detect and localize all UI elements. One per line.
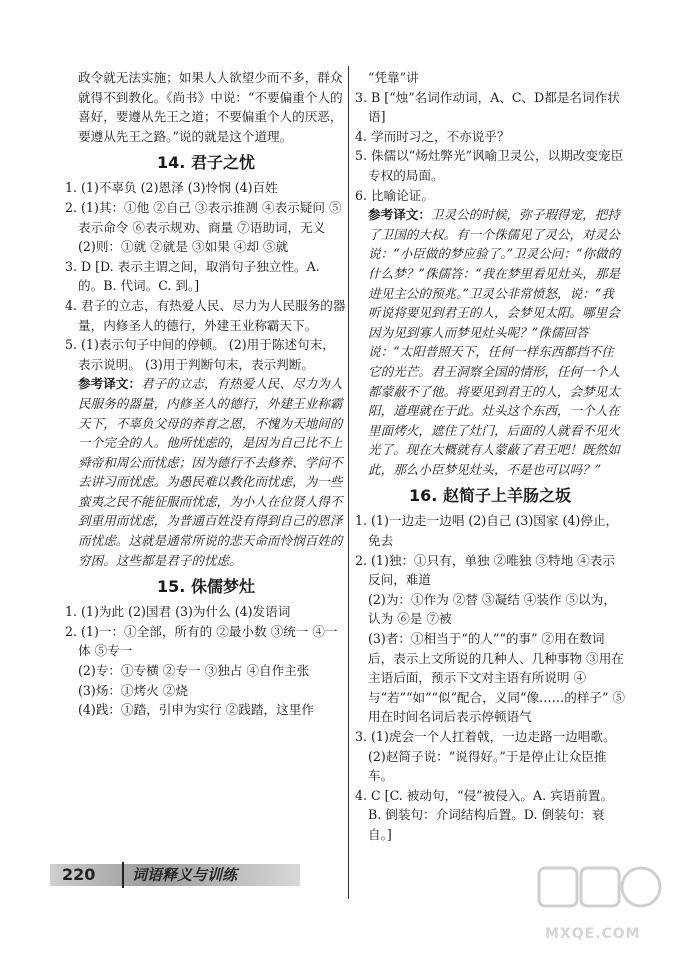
section-heading: 16. 赵简子上羊肠之坂 xyxy=(409,486,571,506)
answer-line: 5. (1)表示句子中间的停顿。 (2)用于陈述句末，表示说明。 (3)用于判断句末，表示判断。 xyxy=(65,337,335,372)
book-title: 词语释义与训练 xyxy=(132,866,238,884)
page-number: 220 xyxy=(62,865,96,884)
reference-label: 参考译文： xyxy=(368,207,431,223)
reference-text: 君子的立志，有热爱人民、尽力为人民服务的器量，内修圣人的德行，外建王业称霸天下，不辜负父母的养育之恩，不愧为天地间的一个完全的人。他所忧虑的，是因为自己比不上舜帝和周公而忧虑；因为德行不去修养、学问不去讲习而忧虑。为愚民难以教化而忧虑，为一些蛮夷之民不能征服而忧虑，为小人在位贤人得不到重用而忧虑，为普通百姓没有得到自己的恩泽而忧虑。这就是通常所说的悲天命而怜悯百姓的穷困。这些都是君子的忧虑。 xyxy=(78,376,343,568)
answer-line: 3. D [D. 表示主谓之间，取消句子独立性。A. 的。B. 代词。C. 到。] xyxy=(65,258,320,294)
answer-line: 2. (1)其：①他 ②自己 ③表示推测 ④表示疑问 ⑤表示命令 ⑥表示规劝、商量 ⑦语助词，无义 xyxy=(65,199,342,235)
watermark-seal-icon xyxy=(535,860,665,924)
footer-separator xyxy=(122,862,124,888)
answer-line: 4. 学而时习之，不亦说乎？ xyxy=(355,128,510,144)
answer-line: (4)践：①踏，引申为实行 ②践踏，这里作 xyxy=(78,702,314,718)
answer-line: 4. C [C. 被动句，“侵”被侵入。A. 宾语前置。B. 倒装句：介词结构后置。D. 倒装句：衰自。] xyxy=(355,787,614,842)
answer-line: (3)者：①相当于“的人”“的事” ②用在数词后，表示上文所说的几种人、几种事物 ③用在主语后面，预示下文对主语有所说明 ④与“若”“如”“似”配合，义同“像……的样子” ⑤用在时间名词后表示停顿语气 xyxy=(368,631,626,725)
answer-line: 5. 侏儒以“炀灶弊光”讽喻卫灵公，以期改变宠臣专权的局面。 xyxy=(355,148,624,183)
reference-translation xyxy=(65,374,347,570)
answer-line: (2)专：①专横 ②专一 ③独占 ④自作主张 xyxy=(78,663,310,679)
answer-line: 1. (1)不辜负 (2)恩泽 (3)怜悯 (4)百姓 xyxy=(65,180,278,196)
section-heading: 14. 君子之忧 xyxy=(157,153,255,173)
answer-line: 1. (1)为此 (2)国君 (3)为什么 (4)发语词 xyxy=(65,604,291,620)
reference-label: 参考译文： xyxy=(78,376,141,392)
answer-line: 政令就无法实施；如果人人欲望少而不多，群众就得不到教化。《尚书》中说：“不要偏重个人的喜好，要遵从先王之道；不要偏重个人的厌恶，要遵从先王之路。”说的就是这个道理。 xyxy=(78,70,343,144)
watermark-text: MXQE.COM xyxy=(545,926,641,942)
answer-line: 2. (1)一：①全部，所有的 ②最小数 ③统一 ④一体 ⑤专一 xyxy=(65,623,338,659)
answer-line: 2. (1)独：①只有，单独 ②唯独 ③特地 ④表示反问，难道 xyxy=(355,552,615,588)
answer-line: “凭靠”讲 xyxy=(368,70,419,85)
section-heading: 15. 侏儒梦灶 xyxy=(157,577,255,597)
answer-line: 3. B [“烛”名词作动词，A、C、D都是名词作状语] xyxy=(355,89,620,125)
answer-line: (2)为：①作为 ②替 ③凝结 ④装作 ⑤以为，认为 ⑥是 ⑦被 xyxy=(368,591,616,627)
left-column xyxy=(65,68,347,720)
answer-line: 1. (1)一边走一边唱 (2)自己 (3)国家 (4)停止，免去 xyxy=(355,513,619,549)
reference-text: 卫灵公的时候，弥子瑕得宠，把持了卫国的大权。有一个侏儒见了灵公，对灵公说：“小臣做的梦应验了。”卫灵公问：“你做的什么梦？”侏儒答：“我在梦里看见灶头，那是进见主公的预兆。”卫灵公非常愤怒，说：“我听说将要见到君王的人，会梦见太阳。哪里会因为见到寡人而梦见灶头呢？”侏儒回答说：“太阳普照天下，任何一样东西都挡不住它的光芒。君王洞察全国的情形，任何一个人都蒙蔽不了他。将要见到君王的人，会梦见太阳，道理就在于此。灶头这个东西，一个人在里面烤火，遮住了灶门，后面的人就看不见火光了。现在大概就有人蒙蔽了君王吧！既然如此，那么小臣梦见灶头，不是也可以吗？” xyxy=(368,207,621,477)
column-divider xyxy=(348,66,349,899)
answer-line: (2)则：①就 ②就是 ③如果 ④却 ⑤就 xyxy=(78,239,289,255)
answer-line: 6. 比喻论证。 xyxy=(355,187,434,203)
page-footer xyxy=(50,860,300,890)
answer-line: 3. (1)虎会一个人扛着戟，一边走路一边唱歌。(2)赵简子说：“说得好。”于是停止让众臣推车。 xyxy=(355,729,616,784)
right-column xyxy=(355,68,625,845)
watermark-logo xyxy=(535,860,665,950)
reference-translation xyxy=(355,205,625,479)
answer-line: 4. 君子的立志，有热爱人民、尽力为人民服务的器量，内修圣人的德行，外建王业称霸天下。 xyxy=(65,297,346,333)
answer-line: (3)炀：①烤火 ②烧 xyxy=(78,682,188,698)
